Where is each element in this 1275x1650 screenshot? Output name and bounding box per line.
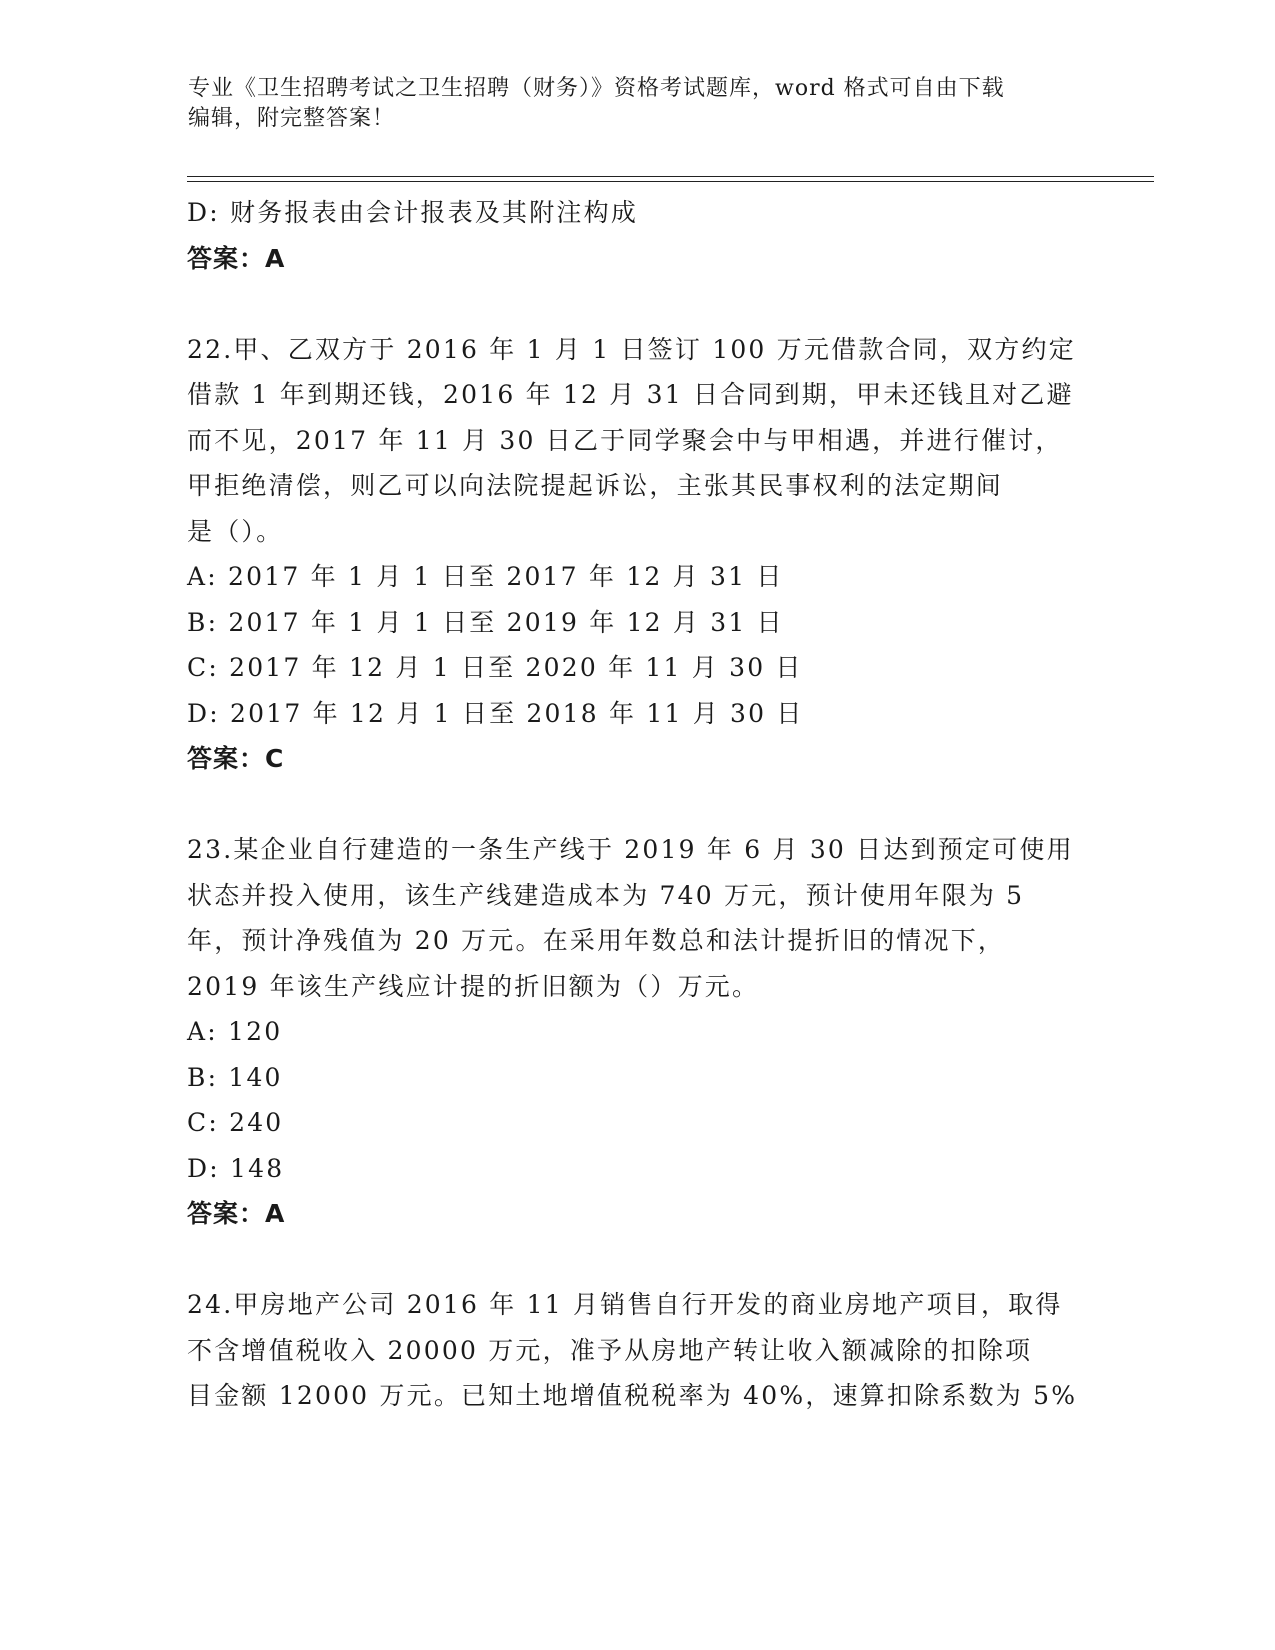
option-d: D: 财务报表由会计报表及其附注构成 xyxy=(187,198,639,227)
question-text-line: 是（）。 xyxy=(187,516,284,546)
option-b: B: 2017 年 1 月 1 日至 2019 年 12 月 31 日 xyxy=(187,607,784,637)
question-text-line: 2019 年该生产线应计提的折旧额为（）万元。 xyxy=(187,971,760,1001)
question-text-line: 不含增值税收入 20000 万元，准予从房地产转让收入额减除的扣除项 xyxy=(187,1335,1033,1365)
option-c: C: 240 xyxy=(187,1108,284,1137)
option-d: D: 148 xyxy=(187,1153,285,1183)
question-23 xyxy=(187,827,1087,1237)
page-header xyxy=(188,74,1068,134)
option-c: C: 2017 年 12 月 1 日至 2020 年 11 月 30 日 xyxy=(187,653,803,682)
question-22 xyxy=(187,327,1087,782)
header-title-line-1: 专业《卫生招聘考试之卫生招聘（财务）》资格考试题库，word 格式可自由下载 xyxy=(188,76,1005,101)
header-rule-bottom xyxy=(187,181,1154,182)
spacer xyxy=(187,782,1087,828)
answer-label: 答案：A xyxy=(187,243,286,273)
question-text-line: 24.甲房地产公司 2016 年 11 月销售自行开发的商业房地产项目，取得 xyxy=(187,1290,1063,1319)
header-rule-top xyxy=(187,176,1154,177)
option-b: B: 140 xyxy=(187,1062,283,1092)
prev-question-tail xyxy=(187,190,1087,281)
option-d: D: 2017 年 12 月 1 日至 2018 年 11 月 30 日 xyxy=(187,698,804,728)
question-text-line: 甲拒绝清偿，则乙可以向法院提起诉讼，主张其民事权利的法定期间 xyxy=(187,471,1004,500)
question-24 xyxy=(187,1282,1087,1419)
question-text-line: 22.甲、乙双方于 2016 年 1 月 1 日签订 100 万元借款合同，双方约定 xyxy=(187,334,1076,364)
spacer xyxy=(187,1237,1087,1283)
header-title-line-2: 编辑，附完整答案！ xyxy=(188,106,396,131)
question-text-line: 年，预计净残值为 20 万元。在采用年数总和法计提折旧的情况下， xyxy=(187,926,1006,955)
spacer xyxy=(187,281,1087,327)
question-text-line: 借款 1 年到期还钱，2016 年 12 月 31 日合同到期，甲未还钱且对乙避 xyxy=(187,380,1074,409)
option-a: A: 120 xyxy=(187,1017,283,1046)
question-body xyxy=(187,190,1087,1419)
question-text-line: 目金额 12000 万元。已知土地增值税税率为 40%，速算扣除系数为 5% xyxy=(187,1381,1078,1410)
option-a: A: 2017 年 1 月 1 日至 2017 年 12 月 31 日 xyxy=(187,562,784,591)
question-text-line: 23.某企业自行建造的一条生产线于 2019 年 6 月 30 日达到预定可使用 xyxy=(187,835,1074,864)
answer-label: 答案：C xyxy=(187,744,285,773)
answer-label: 答案：A xyxy=(187,1199,286,1228)
question-text-line: 状态并投入使用，该生产线建造成本为 740 万元，预计使用年限为 5 xyxy=(187,880,1025,910)
question-text-line: 而不见，2017 年 11 月 30 日乙于同学聚会中与甲相遇，并进行催讨， xyxy=(187,425,1063,455)
